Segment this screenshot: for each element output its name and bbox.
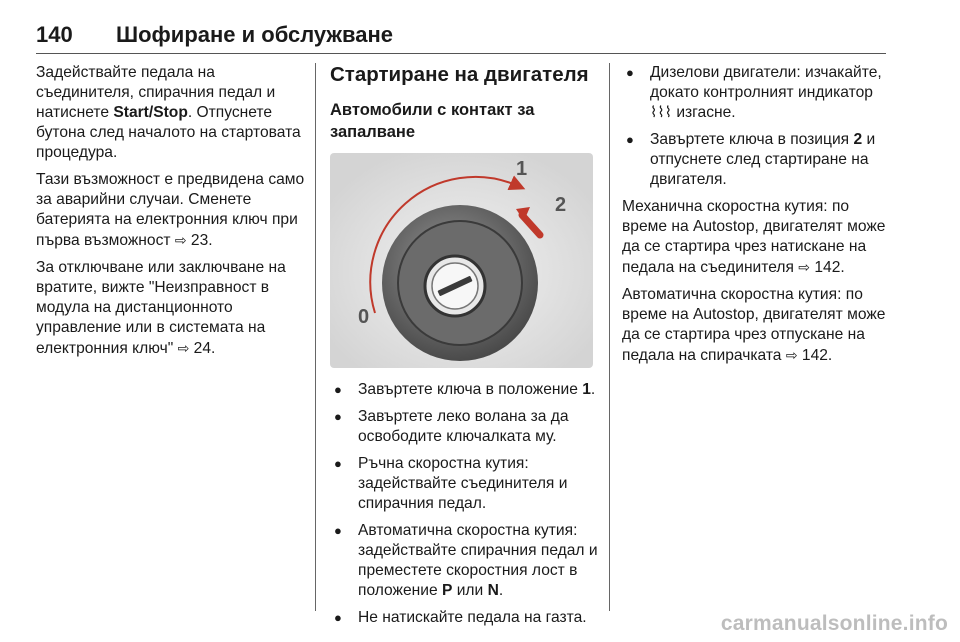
page-header [36,22,886,52]
list-item: ● Дизелови двигатели: изчакайте, докато контролният индикатор ⌇⌇⌇ изгасне. [622,63,890,123]
list-item: ● Не натискайте педала на газта. [330,608,600,628]
column-divider [315,63,316,611]
page-number: 140 [36,22,73,47]
page-ref-icon: ⇨ [177,340,190,356]
page-title: Шофиране и обслужване [116,22,394,47]
list-item: ● Завъртете ключа в положение 1. [330,380,600,400]
position-1-label: 1 [516,158,528,180]
page-ref-icon: ⇨ [174,232,187,248]
ignition-figure [330,153,593,368]
page-ref-link[interactable]: 24 [193,340,211,357]
list-item: ● Завъртете ключа в позиция 2 и отпуснете след стартиране на двигателя. [622,130,890,190]
section-heading: Стартиране на двигателя [330,63,589,86]
right-column [622,63,890,373]
list-item: ● Автоматична скоростна кутия: задействайте спирачния педал и преместете скоростния лост в положение P или N. [330,521,600,601]
glow-plug-icon: ⌇⌇⌇ [650,104,672,121]
header-divider [36,53,886,54]
page-ref-link[interactable]: 23 [190,232,209,249]
paragraph: Автоматична скоростна кутия: по време на Autostop, двигателят може да се стартира чрез отпускане на педала на спирачката ⇨ 142. [622,286,886,364]
paragraph: Тази възможност е предвидена само за аварийни случаи. Сменете батерията на електронния ключ при първа възможност ⇨ 23. [36,171,305,249]
section-subheading: Автомобили с контакт за запалване [330,101,535,141]
list-item: ● Ръчна скоростна кутия: задействайте съединителя и спирачния педал. [330,454,600,514]
middle-column [330,63,600,635]
watermark: carmanualsonline.info [720,612,948,635]
paragraph: За отключване или заключване на вратите, вижте "Неизправност в модула на дистанционното управление или в системата на електронния ключ" ⇨ 24. [36,259,286,357]
paragraph: Механична скоростна кутия: по време на Autostop, двигателят може да се стартира чрез натискане на педала на съединителя ⇨ 142. [622,198,886,276]
page-ref-link[interactable]: 142 [814,259,841,276]
list-item: ● Завъртете леко волана за да освободите ключалката му. [330,407,600,447]
paragraph: Задействайте педала на съединителя, спирачния педал и натиснете Start/Stop. Отпуснете бутона след началото на стартовата процедура. [36,64,301,161]
column-divider [609,63,610,611]
start-stop-label: Start/Stop [113,104,188,121]
start-steps-list [330,380,600,628]
page-ref-link[interactable]: 142 [801,347,828,364]
start-steps-list-continued [622,63,890,190]
position-0-label: 0 [358,306,370,328]
left-column [36,63,306,366]
position-2-label: 2 [555,194,567,216]
page-ref-icon: ⇨ [798,259,811,275]
ignition-lock-illustration [330,153,593,368]
page-ref-icon: ⇨ [785,347,798,363]
